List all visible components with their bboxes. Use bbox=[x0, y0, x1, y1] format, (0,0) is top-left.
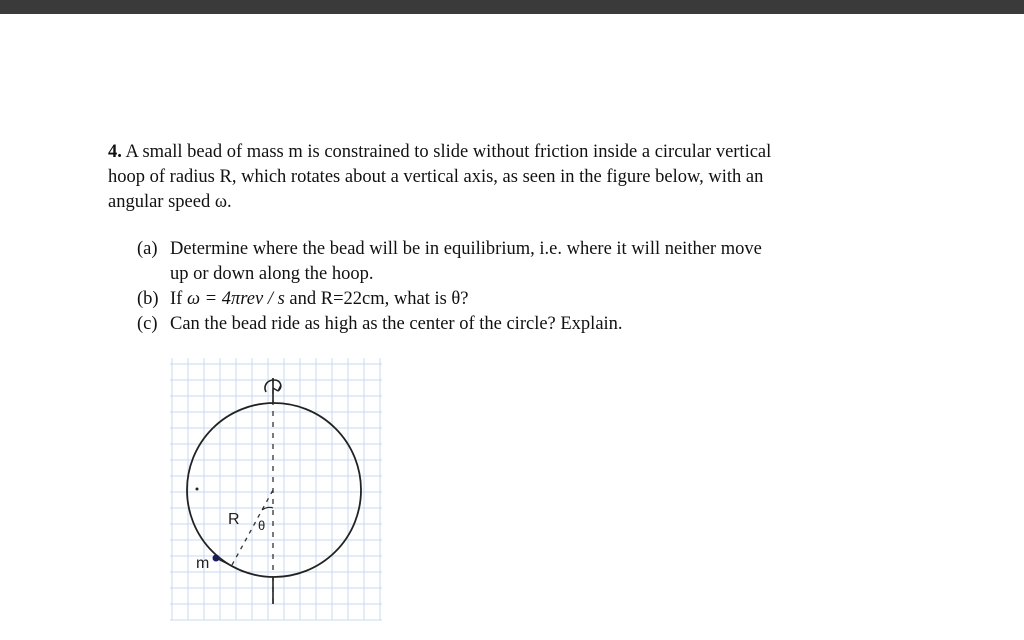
problem-text-1: A small bead of mass m is constrained to slide without friction inside a circular vertical bbox=[125, 142, 772, 162]
part-a-line-1: Determine where the bead will be in equilibrium, i.e. where it will neither move bbox=[170, 239, 762, 259]
problem-line-1 bbox=[108, 140, 868, 165]
part-c bbox=[137, 312, 877, 337]
part-b-suffix: and R=22cm, what is θ? bbox=[284, 289, 469, 309]
part-a-text bbox=[170, 237, 877, 287]
radius-label: R bbox=[228, 511, 240, 528]
part-c-text: Can the bead ride as high as the center of the circle? Explain. bbox=[170, 314, 623, 334]
problem-line-2: hoop of radius R, which rotates about a vertical axis, as seen in the figure below, with an bbox=[108, 167, 764, 187]
mass-label: m bbox=[196, 555, 210, 572]
part-b-text bbox=[170, 287, 877, 312]
hoop-figure bbox=[170, 358, 390, 629]
problem-line-3: angular speed ω. bbox=[108, 192, 232, 212]
part-b-prefix: If bbox=[170, 289, 187, 309]
angle-label: θ bbox=[258, 518, 266, 533]
part-a-label: (a) bbox=[137, 239, 158, 259]
part-b-label: (b) bbox=[137, 289, 159, 309]
part-b bbox=[137, 287, 877, 312]
hoop-diagram bbox=[170, 358, 390, 624]
part-a bbox=[137, 237, 877, 287]
problem-parts bbox=[137, 237, 877, 337]
part-a-line-2: up or down along the hoop. bbox=[170, 264, 374, 284]
omega-expression: ω = 4πrev / s bbox=[186, 289, 285, 309]
part-c-label: (c) bbox=[137, 314, 158, 334]
hoop-circle bbox=[187, 403, 361, 577]
window-top-bar bbox=[0, 0, 1024, 14]
problem-statement bbox=[108, 140, 868, 215]
center-dot bbox=[196, 488, 199, 491]
problem-number: 4. bbox=[108, 142, 122, 162]
grid-paper bbox=[170, 358, 382, 620]
